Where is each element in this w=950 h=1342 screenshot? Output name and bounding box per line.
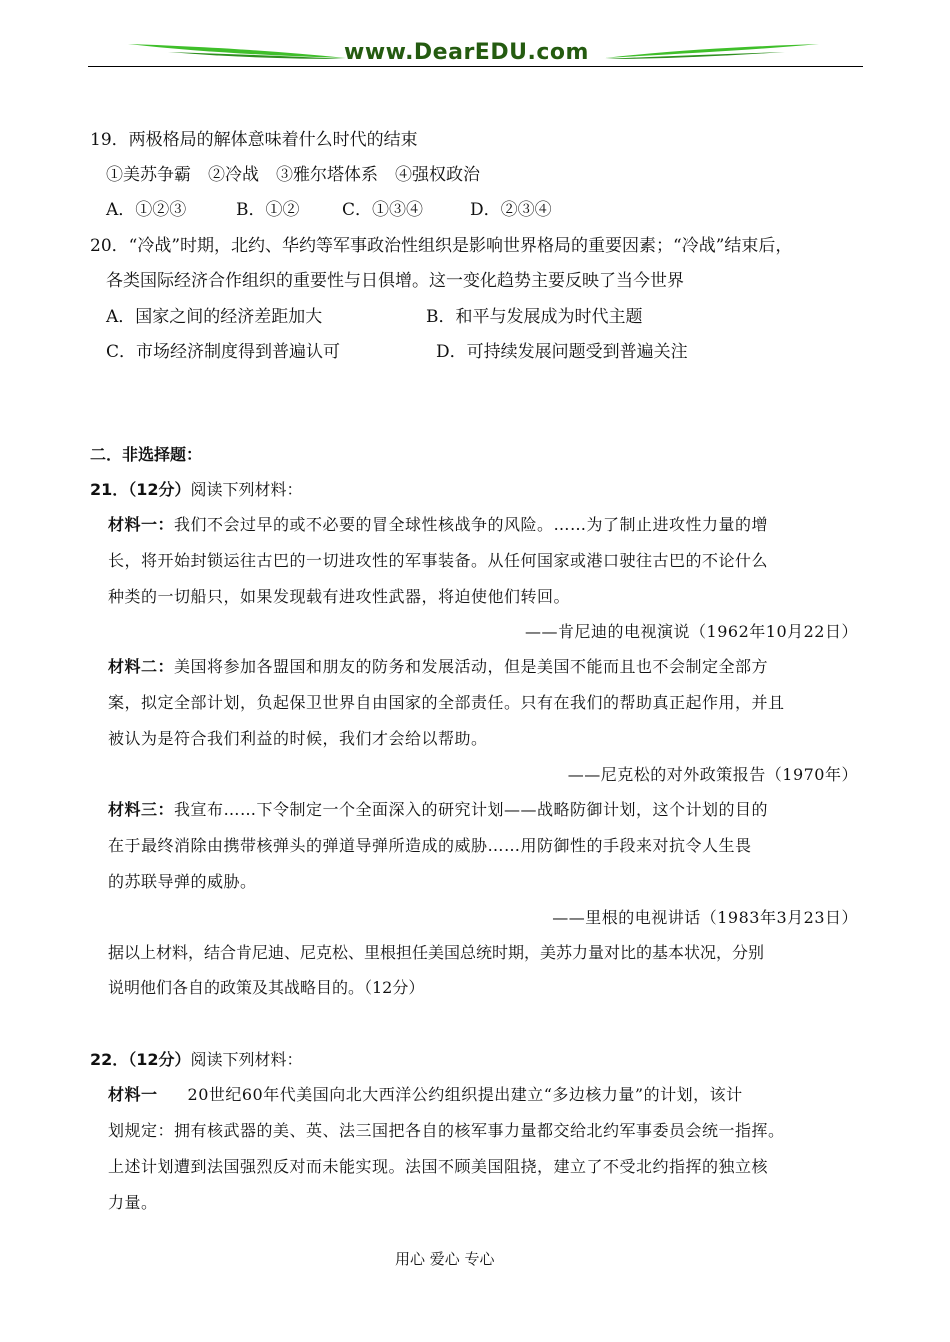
q20-option-c: C．市场经济制度得到普遍认可 xyxy=(106,342,341,362)
q22-material1-label: 材料一 xyxy=(108,1085,158,1104)
q21-intro: 阅读下列材料： xyxy=(190,480,303,499)
q22-header xyxy=(90,1047,303,1070)
q21-material2-line1: 材料二：美国将参加各盟国和朋友的防务和发展活动，但是美国不能而且也不会制定全部方 xyxy=(108,657,769,676)
q21-material3-line3: 的苏联导弹的威胁。 xyxy=(108,872,257,891)
site-logo: www.DearEDU.com xyxy=(344,40,589,65)
q21-material1-line2: 长，将开始封锁运往古巴的一切进攻性的军事装备。从任何国家或港口驶往古巴的不论什么 xyxy=(108,551,769,570)
q22-material1-line2: 划规定：拥有核武器的美、英、法三国把各自的核军事力量都交给北约军事委员会统一指挥。 xyxy=(108,1121,785,1140)
q21-material2-label: 材料二： xyxy=(108,657,175,676)
q19-stem: 19．两极格局的解体意味着什么时代的结束 xyxy=(90,130,418,150)
q20-option-b: B．和平与发展成为时代主题 xyxy=(426,307,643,327)
q20-option-a: A．国家之间的经济差距加大 xyxy=(106,307,323,327)
q20-option-d: D．可持续发展问题受到普遍关注 xyxy=(436,342,688,362)
q19-option-a: A．①②③ xyxy=(106,200,187,220)
page-footer: 用心 爱心 专心 xyxy=(395,1250,495,1268)
q21-header xyxy=(90,477,303,500)
q21-material2-source: ——尼克松的对外政策报告（1970年） xyxy=(567,765,858,784)
q22-intro: 阅读下列材料： xyxy=(190,1050,303,1069)
section-title: 二．非选择题： xyxy=(90,445,203,464)
q21-number: 21．（12分） xyxy=(90,480,191,499)
q22-number: 22．（12分） xyxy=(90,1050,191,1069)
q19-items: ①美苏争霸 ②冷战 ③雅尔塔体系 ④强权政治 xyxy=(106,165,480,185)
q22-material1-line1: 材料一 20世纪60年代美国向北大西洋公约组织提出建立“多边核力量”的计划，该计 xyxy=(108,1085,743,1104)
q21-material2-line2: 案，拟定全部计划，负起保卫世界自由国家的全部责任。只有在我们的帮助真正起作用，并且 xyxy=(108,693,785,712)
q21-material3-source: ——里根的电视讲话（1983年3月23日） xyxy=(552,908,858,927)
left-swoosh-decoration xyxy=(128,38,348,62)
q21-material3-line2: 在于最终消除由携带核弹头的弹道导弹所造成的威胁……用防御性的手段来对抗令人生畏 xyxy=(108,836,752,855)
q20-stem-line1: 20．“冷战”时期，北约、华约等军事政治性组织是影响世界格局的重要因素；“冷战”结束后， xyxy=(90,236,793,256)
q21-material1-line3: 种类的一切船只，如果发现载有进攻性武器，将迫使他们转回。 xyxy=(108,587,571,606)
q19-option-c: C．①③④ xyxy=(342,200,424,220)
q21-material1-line1: 材料一：我们不会过早的或不必要的冒全球性核战争的风险。……为了制止进攻性力量的增 xyxy=(108,515,769,534)
q19-option-d: D．②③④ xyxy=(470,200,552,220)
q21-material1-source: ——肯尼迪的电视演说（1962年10月22日） xyxy=(525,622,858,641)
q21-material3-label: 材料三： xyxy=(108,800,175,819)
right-swoosh-decoration xyxy=(605,38,820,62)
header-rule xyxy=(88,66,863,67)
q20-stem-line2: 各类国际经济合作组织的重要性与日俱增。这一变化趋势主要反映了当今世界 xyxy=(106,271,684,291)
q21-ask-line1: 据以上材料，结合肯尼迪、尼克松、里根担任美国总统时期，美苏力量对比的基本状况，分别 xyxy=(108,943,765,962)
q21-material1-label: 材料一： xyxy=(108,515,175,534)
q19-option-b: B．①② xyxy=(236,200,300,220)
q21-material3-line1: 材料三：我宣布……下令制定一个全面深入的研究计划——战略防御计划，这个计划的目的 xyxy=(108,800,769,819)
q21-ask-line2: 说明他们各自的政策及其战略目的。（12分） xyxy=(108,978,425,997)
q21-material2-line3: 被认为是符合我们利益的时候，我们才会给以帮助。 xyxy=(108,729,488,748)
q22-material1-line3: 上述计划遭到法国强烈反对而未能实现。法国不顾美国阻挠，建立了不受北约指挥的独立核 xyxy=(108,1157,769,1176)
q22-material1-line4: 力量。 xyxy=(108,1193,158,1212)
